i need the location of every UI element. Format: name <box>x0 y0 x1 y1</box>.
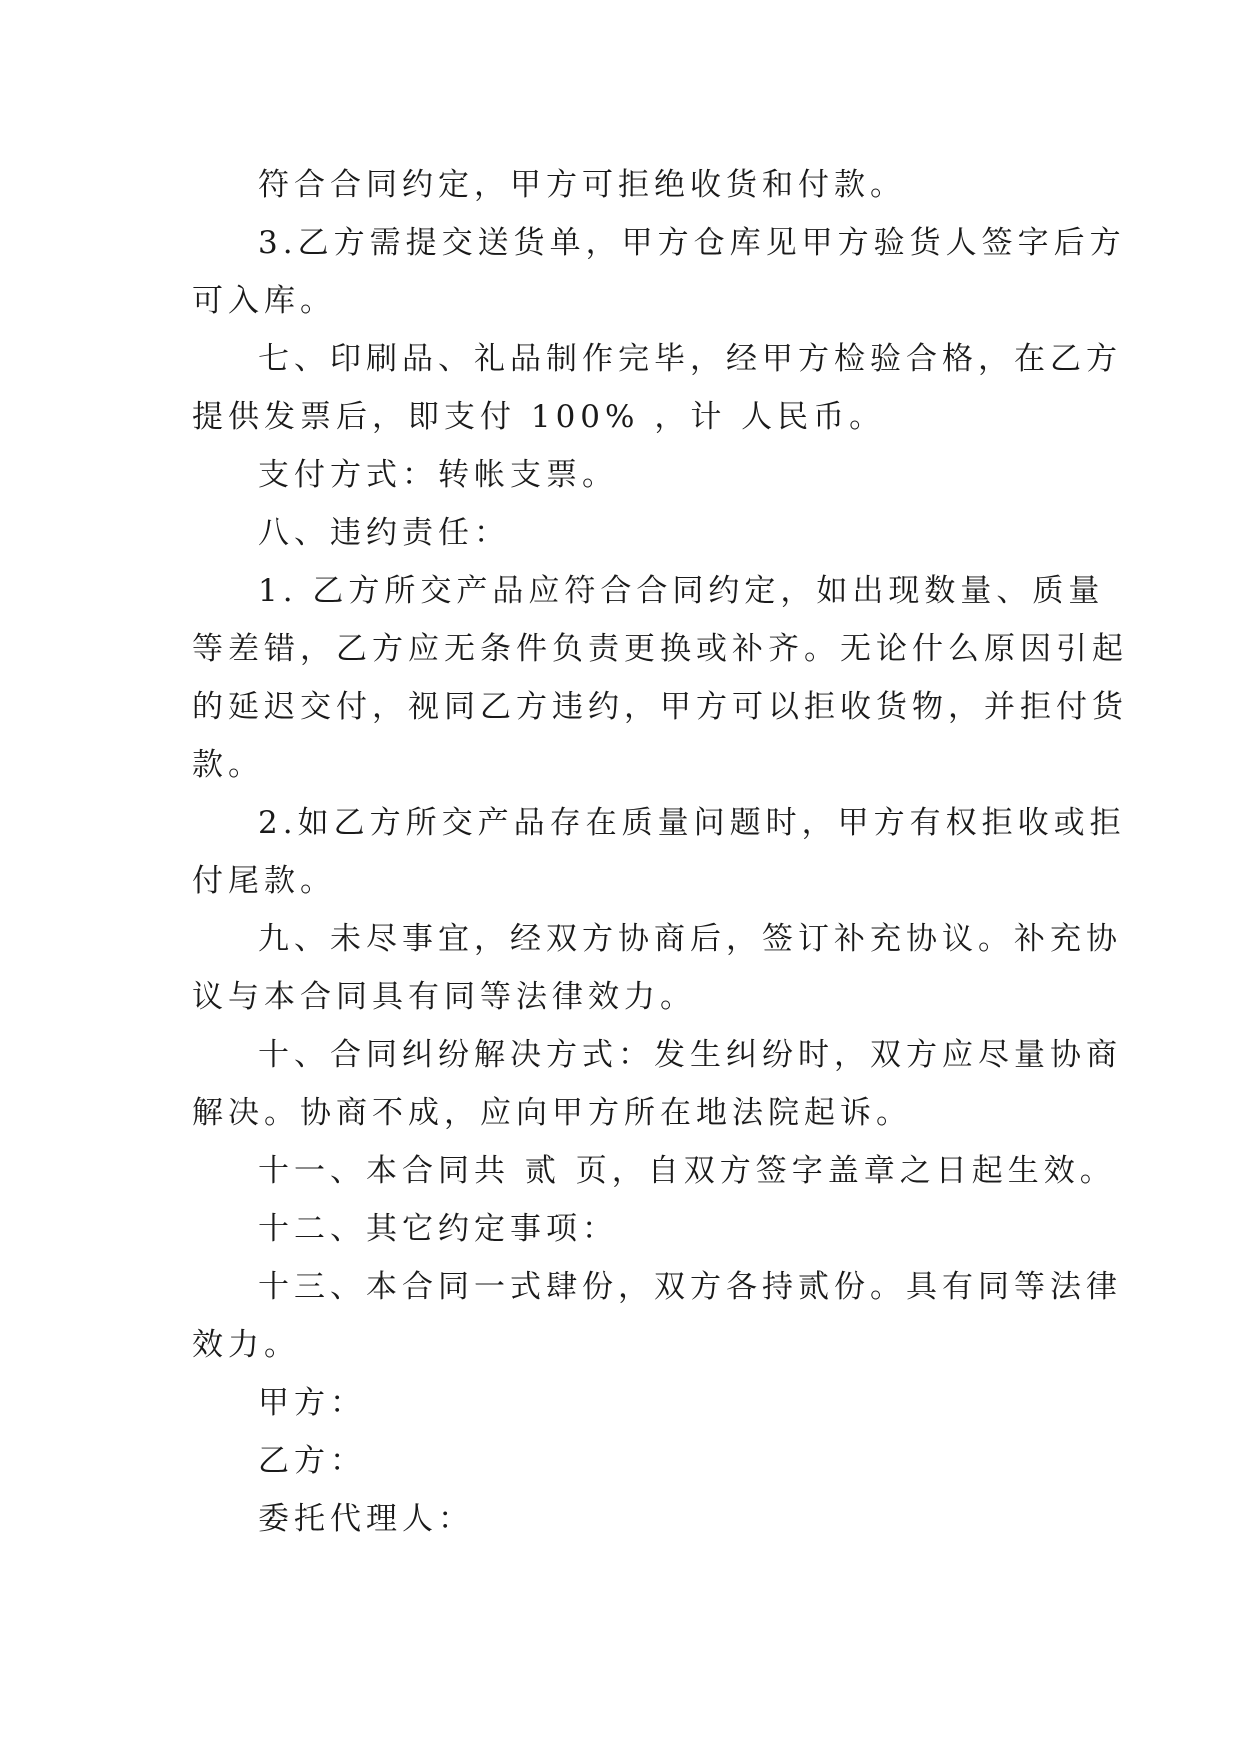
text-line: 可入库。 <box>192 283 336 319</box>
text-line: 议与本合同具有同等法律效力。 <box>192 979 696 1015</box>
text-line: 解决。协商不成，应向甲方所在地法院起诉。 <box>192 1095 912 1131</box>
text-line: 3.乙方需提交送货单，甲方仓库见甲方验货人签字后方 <box>258 225 1126 261</box>
text-line: 十一、本合同共 贰 页，自双方签字盖章之日起生效。 <box>258 1153 1116 1189</box>
text-line: 效力。 <box>192 1327 300 1363</box>
signature-label-agent: 委托代理人： <box>258 1501 474 1537</box>
text-line: 2.如乙方所交产品存在质量问题时，甲方有权拒收或拒 <box>258 805 1126 841</box>
text-line: 十二、其它约定事项： <box>258 1211 618 1247</box>
text-line: 的延迟交付，视同乙方违约，甲方可以拒收货物，并拒付货 <box>192 689 1128 725</box>
signature-label-party-a: 甲方： <box>258 1385 366 1421</box>
signature-label-party-b: 乙方： <box>258 1443 366 1479</box>
text-line: 款。 <box>192 747 264 783</box>
text-line: 九、未尽事宜，经双方协商后，签订补充协议。补充协 <box>258 921 1122 957</box>
text-line: 七、印刷品、礼品制作完毕，经甲方检验合格，在乙方 <box>258 341 1122 377</box>
text-line: 八、违约责任： <box>258 515 510 551</box>
text-line: 等差错，乙方应无条件负责更换或补齐。无论什么原因引起 <box>192 631 1128 667</box>
text-line: 提供发票后，即支付 100% ，计 人民币。 <box>192 399 886 435</box>
text-line: 十、合同纠纷解决方式：发生纠纷时，双方应尽量协商 <box>258 1037 1122 1073</box>
text-line: 符合合同约定，甲方可拒绝收货和付款。 <box>258 167 906 203</box>
text-line: 十三、本合同一式肆份，双方各持贰份。具有同等法律 <box>258 1269 1122 1305</box>
text-line: 1. 乙方所交产品应符合合同约定，如出现数量、质量 <box>258 573 1105 609</box>
text-line: 支付方式：转帐支票。 <box>258 457 618 493</box>
text-line: 付尾款。 <box>192 863 336 899</box>
